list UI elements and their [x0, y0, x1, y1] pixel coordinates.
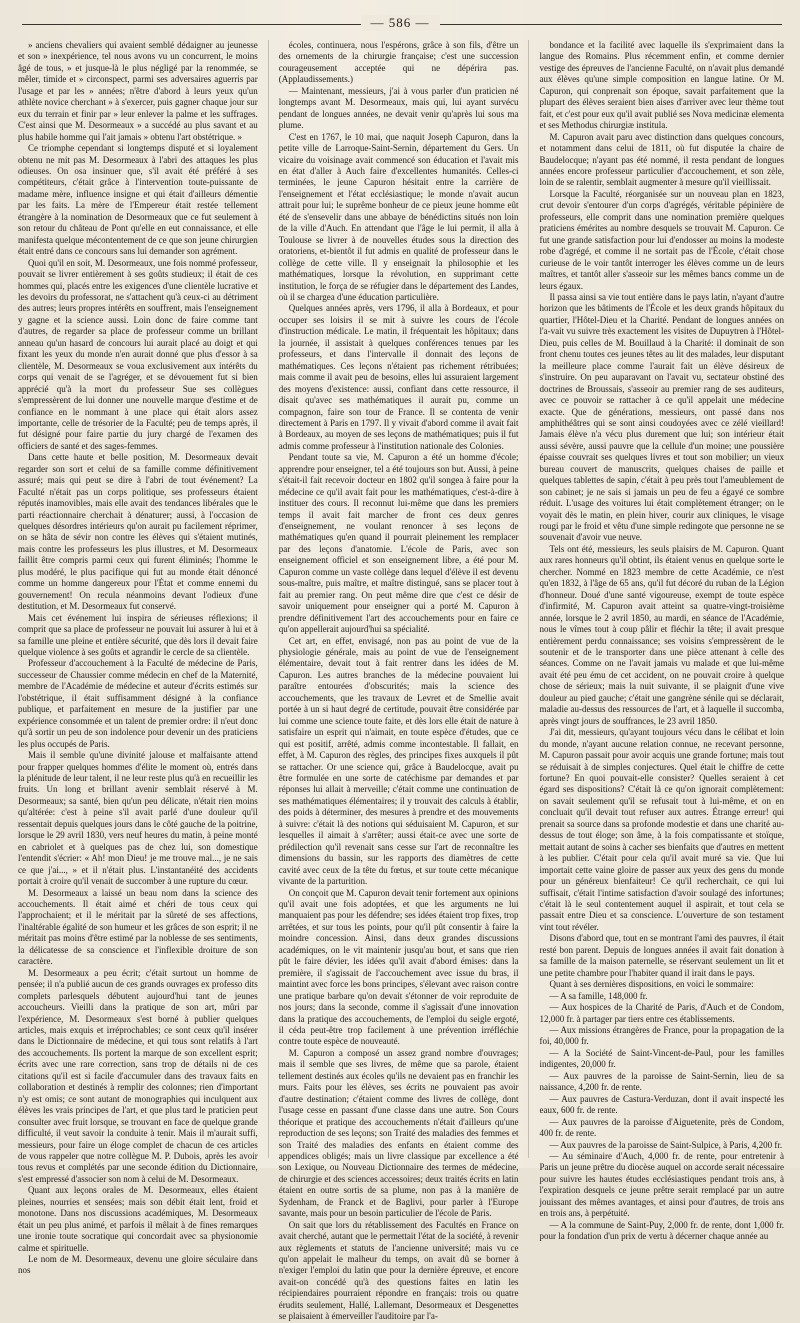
- paragraph: écoles, continuera, nous l'espérons, grâce à son fils, d'être un des ornements de la chirurgie française; c'est une succession courageusement acceptée qui ne dépérira pas. (Applaudissements.): [278, 40, 519, 85]
- paragraph: Mais il semble qu'une divinité jalouse et malfaisante attend pour frapper quelques hommes d'élite le moment où, entrés dans la plénitude de leur talent, il ne leur reste plus qu'à en recueillir les fruits. Un long et brillant avenir semblait réservé à M. Desormeaux; sa santé, bien qu'un peu délicate, n'était rien moins qu'altérée: c'est à peine s'il avait parlé d'une douleur qu'il ressentait depuis quelques jours dans le côté gauche de la poitrine, lorsque le 29 avril 1830, vers neuf heures du matin, à peine monté en cabriolet et à quelques pas de chez lui, son domestique l'entendit s'écrier: « Ah! mon Dieu! je me trouve mal..., je ne sais ce que j'ai..., » et il n'était plus. L'instantanéité des accidents portait à croire qu'il venait de succomber à une rupture du cœur.: [18, 750, 258, 887]
- paragraph: Quant aux leçons orales de M. Desormeaux, elles étaient pleines, nourries et sensées; mais son débit était lent, froid et monotone. Dans nos discussions académiques, M. Desormeaux était un peu plus animé, et parfois il mêlait à de fines remarques une ironie toute socratique qui concordait avec sa physionomie calme et spirituelle.: [18, 1185, 258, 1253]
- paragraph: — A sa famille, 148,000 fr.: [549, 990, 648, 1001]
- header-rule-left: [22, 24, 367, 25]
- text-columns: [18, 40, 784, 1322]
- paragraph: Dans cette haute et belle position, M. Desormeaux devait regarder son sort et celui de sa famille comme définitivement assuré; mais qui peut se dire à l'abri de tout événement? La Faculté n'était pas un corps politique, ses professeurs étaient réputés inamovibles, mais elle avait des tendances libérales que le parti réactionnaire cherchait à dénaturer; aussi, à l'occasion de quelques désordres intérieurs qu'on aurait pu facilement réprimer, on se hâta de sévir non contre les élèves qui s'étaient mutinés, mais contre les professeurs les plus illustres, et M. Desormeaux faillit être compris parmi ceux qui furent éliminés; l'homme le plus modéré, le plus pacifique qui fut au monde était dénoncé comme un homme dangereux pour l'État et comme ennemi du gouvernement! On recula néanmoins devant l'odieux d'une destitution, et M. Desormeaux fut conservé.: [18, 452, 258, 612]
- paragraph: Tels ont été, messieurs, les seuls plaisirs de M. Capuron. Quant aux rares honneurs qu'il obtint, ils étaient venus en quelque sorte le chercher. Nommé en 1823 membre de cette Académie, ce n'est qu'en 1832, à l'âge de 65 ans, qu'il fut décoré du ruban de la Légion d'honneur. Doué d'une santé vigoureuse, exempt de toute espèce d'infirmité, M. Capuron avait atteint sa quatre-vingt-troisième année, lorsque le 2 avril 1850, au mardi, en séance de l'Académie, nous le vîmes tout à coup pâlir et fléchir la tête; il avait presque entièrement perdu connaissance; ses voisins s'empressèrent de le soutenir et de le transporter dans une pièce attenant à celle des séances. Comme on ne l'avait jamais vu malade et que lui-même avait été peu ému de cet accident, on ne pouvait croire à quelque chose de sérieux; mais la nuit suivante, il se plaignit d'une vive douleur au pied gauche; c'était une gangrène sénile qui se déclarait, maladie au-dessus des ressources de l'art, et à laquelle il succomba, après vingt jours de souffrances, le 23 avril 1850.: [539, 543, 784, 726]
- paragraph: Il passa ainsi sa vie tout entière dans le pays latin, n'ayant d'autre horizon que les bâtiments de l'École et les deux grands hôpitaux du quartier, l'Hôtel-Dieu et la Charité. Pendant de longues années on l'a-vait vu suivre très exactement les visites de Dupuytren à l'Hôtel-Dieu, puis celles de M. Bouillaud à la Charité: il dominait de son front chenu toutes ces jeunes têtes au lit des malades, leur disputant la meilleure place comme l'aurait fait un élève désireux de s'instruire. On peu auparavant on l'avait vu, sectateur obstiné des doctrines de Broussais, s'asseoir au premier rang de ses auditeurs, avec ce pouvoir se rattacher à ce qu'il appelait une médecine exacte. Que de générations, messieurs, ont passé dans nos amphithéâtres qui se sont ainsi coudoyées avec ce zélé vieillard! Jamais élève n'a vécu plus durement que lui; son intérieur était aussi sévère, aussi pauvre que la cellule d'un moine; une poussière épaisse couvrait ses quelques livres et tout son mobilier; un vieux bureau couvert de manuscrits, quelques chaises de paille et quelques tablettes de sapin, c'était à peu près tout l'ameublement de son cabinet; je ne sais si jamais un peu de feu a égayé ce sombre réduit. L'usage des voitures lui était complètement étranger; on le voyait dès le matin, en plein hiver, courir aux cliniques, le visage rougi par le froid et vêtu d'une simple redingote que personne ne se souvenait d'avoir vue neuve.: [539, 291, 784, 543]
- paragraph: — Aux missions étrangères de France, pour la propagation de la foi, 40,000 fr.: [539, 1024, 784, 1047]
- paragraph: M. Capuron a composé un assez grand nombre d'ouvrages; mais il semble que ses livres, de même que sa parole, étaient tellement destinés aux écoles qu'ils ne devaient pas en franchir les murs. Faits pour les élèves, ses écrits ne pouvaient pas avoir d'autre destination; c'étaient comme des livres de collège, dont l'usage cesse en passant d'une classe dans une autre. Son Cours théorique et pratique des accouchements n'était d'ailleurs qu'une reproduction de ses leçons; son Traité des maladies des femmes et son Traité des maladies des enfants en étaient comme des appendices obligés; mais un livre classique par excellence a été son Lexique, ou Nouveau Dictionnaire des termes de médecine, de chirurgie et des sciences accessoires; deux traités écrits en latin étaient en outre sortis de sa plume, non pas à la manière de Sydenham, de Franck et de Baglivi, pour parler à l'Europe savante, mais pour un besoin particulier de l'école de Paris.: [278, 1047, 519, 1219]
- paragraph: — Maintenant, messieurs, j'ai à vous parler d'un praticien né longtemps avant M. Desormeaux, mais qui, lui ayant survécu pendant de longues années, ne devait venir qu'après lui sous ma plume.: [278, 85, 519, 131]
- paragraph: — Aux pauvres de Castura-Verduzan, dont il avait inspecté les eaux, 600 fr. de rente.: [539, 1093, 784, 1116]
- paragraph: Pendant toute sa vie, M. Capuron a été un homme d'école; apprendre pour enseigner, tel a été toujours son but. Aussi, à peine s'était-il fait recevoir docteur en 1802 qu'il songea à faire pour la médecine ce qu'il avait fait pour les mathématiques, c'est-à-dire à instituer des cours. Il reconnut lui-même que dans les premiers temps il avait fait marcher de front ces deux genres d'enseignement, ne voulant renoncer à ses leçons de mathématiques qu'en quand il pourrait pleinement les remplacer par des leçons d'anatomie. L'école de Paris, avec son enseignement officiel et son enseignement libre, a été pour M. Capuron comme un vaste collège dans lequel d'élève il est devenu sous-maître, puis maître, et maître distingué, sans se placer tout à fait au premier rang. On peut même dire que c'est ce désir de savoir uniquement pour enseigner qui a porté M. Capuron à prendre définitivement l'art des accouchements pour en faire ce qu'on appellerait aujourd'hui sa spécialité.: [278, 452, 519, 635]
- paragraph: — Au séminaire d'Auch, 4,000 fr. de rente, pour entretenir à Paris un jeune prêtre du diocèse auquel on accorde serait nécessaire pour suivre les hautes études ecclésiastiques pendant trois ans, à l'expiration desquels ce jeune prêtre serait remplacé par un autre jouissant des mêmes avantages, et ainsi pour d'autres, de trois ans en trois ans, à perpétuité.: [539, 1150, 784, 1219]
- paragraph: J'ai dit, messieurs, qu'ayant toujours vécu dans le célibat et loin du monde, n'ayant aucune relation connue, ne recevant personne, M. Capuron passait pour avoir acquis une grande fortune; mais tout se réduisait à de simples conjectures. Quel était le chiffre de cette fortune? En quoi pouvait-elle consister? Quelles seraient à cet égard ses dispositions? C'était là ce qu'on ignorait complètement: on savait seulement qu'il se refusait tout à lui-même, et on en concluait qu'il devait tout refuser aux autres. Étrange erreur! qui prenait sa source dans sa profonde modestie et dans une charité au-dessus de tout éloge; son âme, à la fois compatissante et stoïque, mettait autant de soins à cacher ses bienfaits que d'autres en mettent à les publier. C'était pour cela qu'il avait muré sa vie. Que lui importait cette vaine gloire de passer aux yeux des gens du monde pour un généreux bienfaiteur! Ce qu'il recherchait, ce qui lui suffisait, c'était l'intime satisfaction d'avoir soulagé des infortunes; c'était là le seul contentement auquel il aspirait, et tout cela se passait entre Dieu et sa conscience. L'ouverture de son testament vint tout révéler.: [539, 727, 784, 932]
- paragraph: On sait que lors du rétablissement des Facultés en France on avait cherché, autant que le permettait l'état de la société, à revenir aux règlements et statuts de l'ancienne université; mais vu ce qu'on appelait le malheur du temps, on avait dû se borner à n'exiger l'emploi du latin que pour la dernière épreuve, et encore avait-on concédé qu'à des questions faites en latin les récipiendaires pourraient répondre en français: trois ou quatre érudits seulement, Hallé, Lallemant, Desormeaux et Desgenettes se plaisaient à émerveiller l'auditoire par l'a-: [278, 1219, 519, 1322]
- paragraph: » anciens chevaliers qui avaient semblé dédaigner au jeunesse et son » inexpérience, tel nous avons vu un concurrent, le moins âgé de tous, » et jusque-là le plus négligé par la renommée, se mêler, timide et » circonspect, parmi ses adversaires aguerris par l'usage et par les » années; n'être d'abord à leurs yeux qu'un athlète novice cherchant » à s'exercer, puis gagner chaque jour sur eux du terrain et finir par » leur enlever la palme et les suffrages. C'est ainsi que M. Desormeaux » a succédé au plus savant et au plus habile homme qui l'ait jamais » obtenu l'art obstétrique. »: [18, 40, 258, 142]
- paragraph: — Aux hospices de la Charité de Paris, d'Auch et de Condom, 12,000 fr. à partager par tiers entre ces établissements.: [539, 1002, 784, 1024]
- paragraph: — Aux pauvres de la paroisse de Saint-Sulpice, à Paris, 4,200 fr.: [549, 1139, 783, 1150]
- paragraph: Quoi qu'il en soit, M. Desormeaux, une fois nommé professeur, pouvait se livrer entièrement à ses goûts studieux; il était de ces hommes qui, placés entre les exigences d'une clientèle lucrative et les devoirs du professorat, ne s'attachent qu'à ceux-ci au détriment des autres; leurs propres intérêts en souffrent, mais l'enseignement y gagne et la science aussi. Loin donc de faire comme tant d'autres, de regarder sa place de professeur comme un brillant anneau qu'un hasard de concours lui aurait placé au doigt et qui fixant les yeux du monde n'en aurait donné que plus d'essor à sa clientèle, M. Desormeaux se voua exclusivement aux intérêts du corps qui venait de se l'agréger, et se dévouement fut si bien apprécié qu'à la mort du professeur Sue ses collègues s'empressèrent de lui donner une nouvelle marque d'estime et de confiance en le nommant à une place qui était alors assez importante, celle de trésorier de la Faculté; peu de temps après, il fut désigné pour faire partie du jury chargé de l'examen des officiers de santé et des sages-femmes.: [18, 257, 258, 451]
- paragraph: C'est en 1767, le 10 mai, que naquit Joseph Capuron, dans la petite ville de Larroque-Saint-Sernin, département du Gers. Un vicaire du voisinage avait commencé son éducation et l'avait mis en état d'aller à Auch faire d'excellentes humanités. Celles-ci terminées, le jeune Capuron hésitait entre la carrière de l'enseignement et l'état ecclésiastique; le monde n'avait aucun attrait pour lui; le suprême bonheur de ce pieux jeune homme eût été de s'ensevelir dans une abbaye de bénédictins situés non loin de la ville d'Auch. En attendant que l'âge le lui permit, il alla à Toulouse se livrer à de nouvelles études sous la direction des oratoriens, et-bientôt il fut admis en qualité de professeur dans le collège de cette ville. Il y enseignait la philosophie et les mathématiques, lorsque la révolution, en supprimant cette institution, le força de se réfugier dans le département des Landes, où il se chargea d'une éducation particulière.: [278, 131, 519, 302]
- paragraph: M. Capuron avait paru avec distinction dans quelques concours, et notamment dans celui de 1811, où fut disputée la chaire de Baudelocque; n'ayant pas été nommé, il resta pendant de longues années encore professeur particulier d'accouchement, et son zèle, loin de se ralentir, semblait augmenter à mesure qu'il vieillissait.: [539, 131, 784, 188]
- column-divider: [268, 40, 269, 1158]
- paragraph: — A la commune de Saint-Puy, 2,000 fr. de rente, dont 1,000 fr. pour la fondation d'un prix de vertu à décerner chaque année au: [539, 1219, 784, 1242]
- paragraph: Disons d'abord que, tout en se montrant l'ami des pauvres, il était resté bon parent. Depuis de longues années il avait fait donation à sa famille de la maison paternelle, se réservant seulement un lit et une petite chambre pour l'habiter quand il irait dans le pays.: [539, 933, 784, 978]
- paragraph: M. Desormeaux a peu écrit; c'était surtout un homme de pensée; il n'a publié aucun de ces grands ouvrages ex professo dits complets parlesquels débutent aujourd'hui tant de jeunes accoucheurs. Vieilli dans la pratique de son art, mûri par l'expérience, M. Desormeaux s'est borné à publier quelques articles, mais exquis et irréprochables; ce sont ceux qu'il insérer dans le Dictionnaire de médecine, et qui tous sont relatifs à l'art des accouchements. Ils portent la marque de son excellent esprit; écrits avec une rare correction, sans trop de détails ni de ces citations qu'il est si facile d'accumuler dans des travaux faits en collaboration et destinés à remplir des colonnes; rien d'important n'y est omis; ce sont autant de monographies qui inculquent aux élèves les vrais principes de l'art, et que plus tard le praticien peut consulter avec fruit lorsque, se trouvant en face de quelque grande difficulté, il veut savoir la conduite à tenir. Mais il m'aurait suffi, messieurs, pour faire un éloge complet de chacun de ces articles de vous rappeler que notre collègue M. P. Dubois, après les avoir tous revus et complétés par une seconde édition du Dictionnaire, s'est empressé d'associer son nom à celui de M. Desormeaux.: [18, 967, 258, 1184]
- column-divider: [528, 40, 529, 1158]
- paragraph: Professeur d'accouchement à la Faculté de médecine de Paris, successeur de Chaussier comme médecin en chef de la Maternité, membre de l'Académie de médecine et auteur d'écrits estimés sur l'obstétrique, il était suffisamment désigné à la confiance publique, et parfaitement en mesure de la justifier par une expérience consommée et un talent de premier ordre: il n'eut donc qu'à sortir un peu de son indolence pour devenir un des praticiens les plus occupés de Paris.: [18, 658, 258, 749]
- column-middle: [278, 40, 519, 1322]
- header-rule-right: [432, 24, 782, 25]
- paragraph: — A la Société de Saint-Vincent-de-Paul, pour les familles indigentes, 20,000 fr.: [539, 1047, 784, 1070]
- paragraph: bondance et la facilité avec laquelle ils s'exprimaient dans la langue des Romains. Plus récemment enfin, et comme dernier vestige des épreuves de l'ancienne Faculté, on n'avait plus demandé aux élèves qu'une simple composition en langue latine. Or M. Capuron, qui conprenait son époque, savait parfaitement que la plupart des élèves seraient bien aises d'arriver avec leur thème tout fait, et c'est pour eux qu'il avait publié ses Nova medicinæ elementa et ses Methodus chirurgiæ institula.: [539, 40, 784, 131]
- paragraph: M. Desormeaux a laissé un beau nom dans la science des accouchements. Il était aimé et chéri de tous ceux qui l'approchaient; et il le méritait par la sûreté de ses affections, l'inaltérable égalité de son humeur et les grâces de son esprit; il ne méritait pas moins d'être estimé par la noblesse de ses sentiments, la délicatesse de sa conscience et l'inflexible droiture de son caractère.: [18, 887, 258, 967]
- paragraph: — Aux pauvres de la paroisse d'Aiguetenite, près de Condom, 400 fr. de rente.: [539, 1116, 784, 1139]
- paragraph: Cet art, en effet, envisagé, non pas au point de vue de la physiologie générale, mais au point de vue de l'enseignement élémentaire, devait tout à fait rentrer dans les idées de M. Capuron. Les autres branches de la médecine pouvaient lui paraître entourées d'obscurités; mais la science des accouchements, que les travaux de Levret et de Smellie avait portée à un si haut degré de certitude, pouvait être considérée par lui comme une science toute faite, et dès lors elle était de nature à satisfaire un esprit qui n'aimait, en toute espèce d'études, que ce qui est positif, arrêté, admis comme incontestable. Il fallait, en effet, à M. Capuron des règles, des principes fixes auxquels il pût se rattacher. Or une science qui, grâce à Baudelocque, avait pu être formulée en une sorte de catéchisme par demandes et par réponses lui allait à merveille; c'était comme une continuation de ses mathématiques élémentaires; il y trouvait des calculs à établir, des poids à déterminer, des mesures à prendre et des mouvements à suivre: c'était là des notions qui séduisaient M. Capuron, et sur lesquelles il aimait à s'arrêter; aussi était-ce avec une sorte de prédilection qu'il revenait sans cesse sur l'art de reconnaître les dimensions du bassin, sur les rapports des diamètres de cette cavité avec ceux de la tête du fœtus, et sur toute cette mécanique vivante de la parturition.: [278, 635, 519, 887]
- paragraph: Mais cet événement lui inspira de sérieuses réflexions; il comprit que sa place de professeur ne pouvait lui assurer à lui et à sa famille une pleine et entière sécurité, que dès lors il devait faire quelque violence à ses goûts et agrandir le cercle de sa clientèle.: [18, 612, 258, 658]
- paragraph: On conçoit que M. Capuron devait tenir fortement aux opinions qu'il avait une fois adoptées, et que les arguments ne lui manquaient pas pour les défendre; ses idées étaient trop fixes, trop arrêtées, et sur tous les points, pour qu'il pût consentir à faire la moindre concession. Ainsi, dans deux grandes discussions académiques, on le vit maintenir jusqu'au bout, et sans que rien pût le faire dévier, les idées qu'il avait d'abord émises: dans la première, il s'agissait de l'accouchement avec issue du bras, il maintint avec force les bons principes, s'élevant avec raison contre une pratique barbare qu'on devait s'étonner de voir reproduite de nos jours; dans la seconde, comme il s'agissait d'une innovation dans la pratique des accouchements, de l'emploi du seigle ergoté, il céda peut-être trop facilement à une prévention irréfléchie contre toute espèce de nouveauté.: [278, 887, 519, 1047]
- paragraph: — Aux pauvres de la paroisse de Saint-Sernin, lieu de sa naissance, 4,200 fr. de rente.: [539, 1070, 784, 1093]
- page-header: [0, 14, 800, 34]
- paragraph: Quelques années après, vers 1796, il alla à Bordeaux, et pour occuper ses loisirs il se mit à suivre les cours de l'école d'instruction médicale. Le matin, il fréquentait les hôpitaux; dans la journée, il assistait à quelques conférences tenues par les professeurs, et dans l'intervalle il donnait des leçons de mathématiques. Ces leçons n'étaient pas richement rétribuées; mais comme il avait peu de besoins, elles lui assuraient largement des moyens d'existence: aussi, confiant dans cette ressource, il disait qu'avec ses mathématiques il aurait pu, comme un compagnon, faire son tour de France. Il se contenta de venir directement à Paris en 1797. Il y vivait d'abord comme il avait fait à Bordeaux, au moyen de ses leçons de mathématiques; puis il fut admis comme professeur à l'institution nationale des Colonies.: [278, 303, 519, 451]
- paragraph: Le nom de M. Desormeaux, devenu une gloire séculaire dans nos: [18, 1254, 258, 1276]
- column-left: [18, 40, 258, 1276]
- paragraph: Quant à ses dernières dispositions, en voici le sommaire:: [549, 979, 754, 990]
- page-number: — 586 —: [361, 15, 440, 31]
- paragraph: Lorsque la Faculté, réorganisée sur un nouveau plan en 1823, crut devoir s'entourer d'un corps d'agrégés, véritable pépinière de professeurs, elle comprit dans une nomination première quelques praticiens émérites au nombre desquels se trouvait M. Capuron. Ce fut une grande satisfaction pour lui d'endosser au moins la modeste robe d'agrégé, et comme il ne sortait pas de l'École, c'était chose curieuse de le voir tantôt interroger les élèves comme un de leurs maîtres, et tantôt aller s'asseoir sur les mêmes bancs comme un de leurs égaux.: [539, 188, 784, 291]
- column-right: [539, 40, 784, 1242]
- paragraph: Ce triomphe cependant si longtemps disputé et si loyalement obtenu ne mit pas M. Desormeaux à l'abri des attaques les plus odieuses. On osa insinuer que, s'il avait été préféré à ses compétiteurs, c'était grâce à l'intervention toute-puissante de madame mère, influence insigne et qui était d'ailleurs démentie par les faits. La mère de l'Empereur était restée tellement étrangère à la nomination de Desormeaux que ce fut seulement à son retour du château de Pont qu'elle en eut connaissance, et elle manifesta quelque mécontentement de ce que son jeune chirurgien était entré dans ce concours sans lui demander son agrément.: [18, 143, 258, 257]
